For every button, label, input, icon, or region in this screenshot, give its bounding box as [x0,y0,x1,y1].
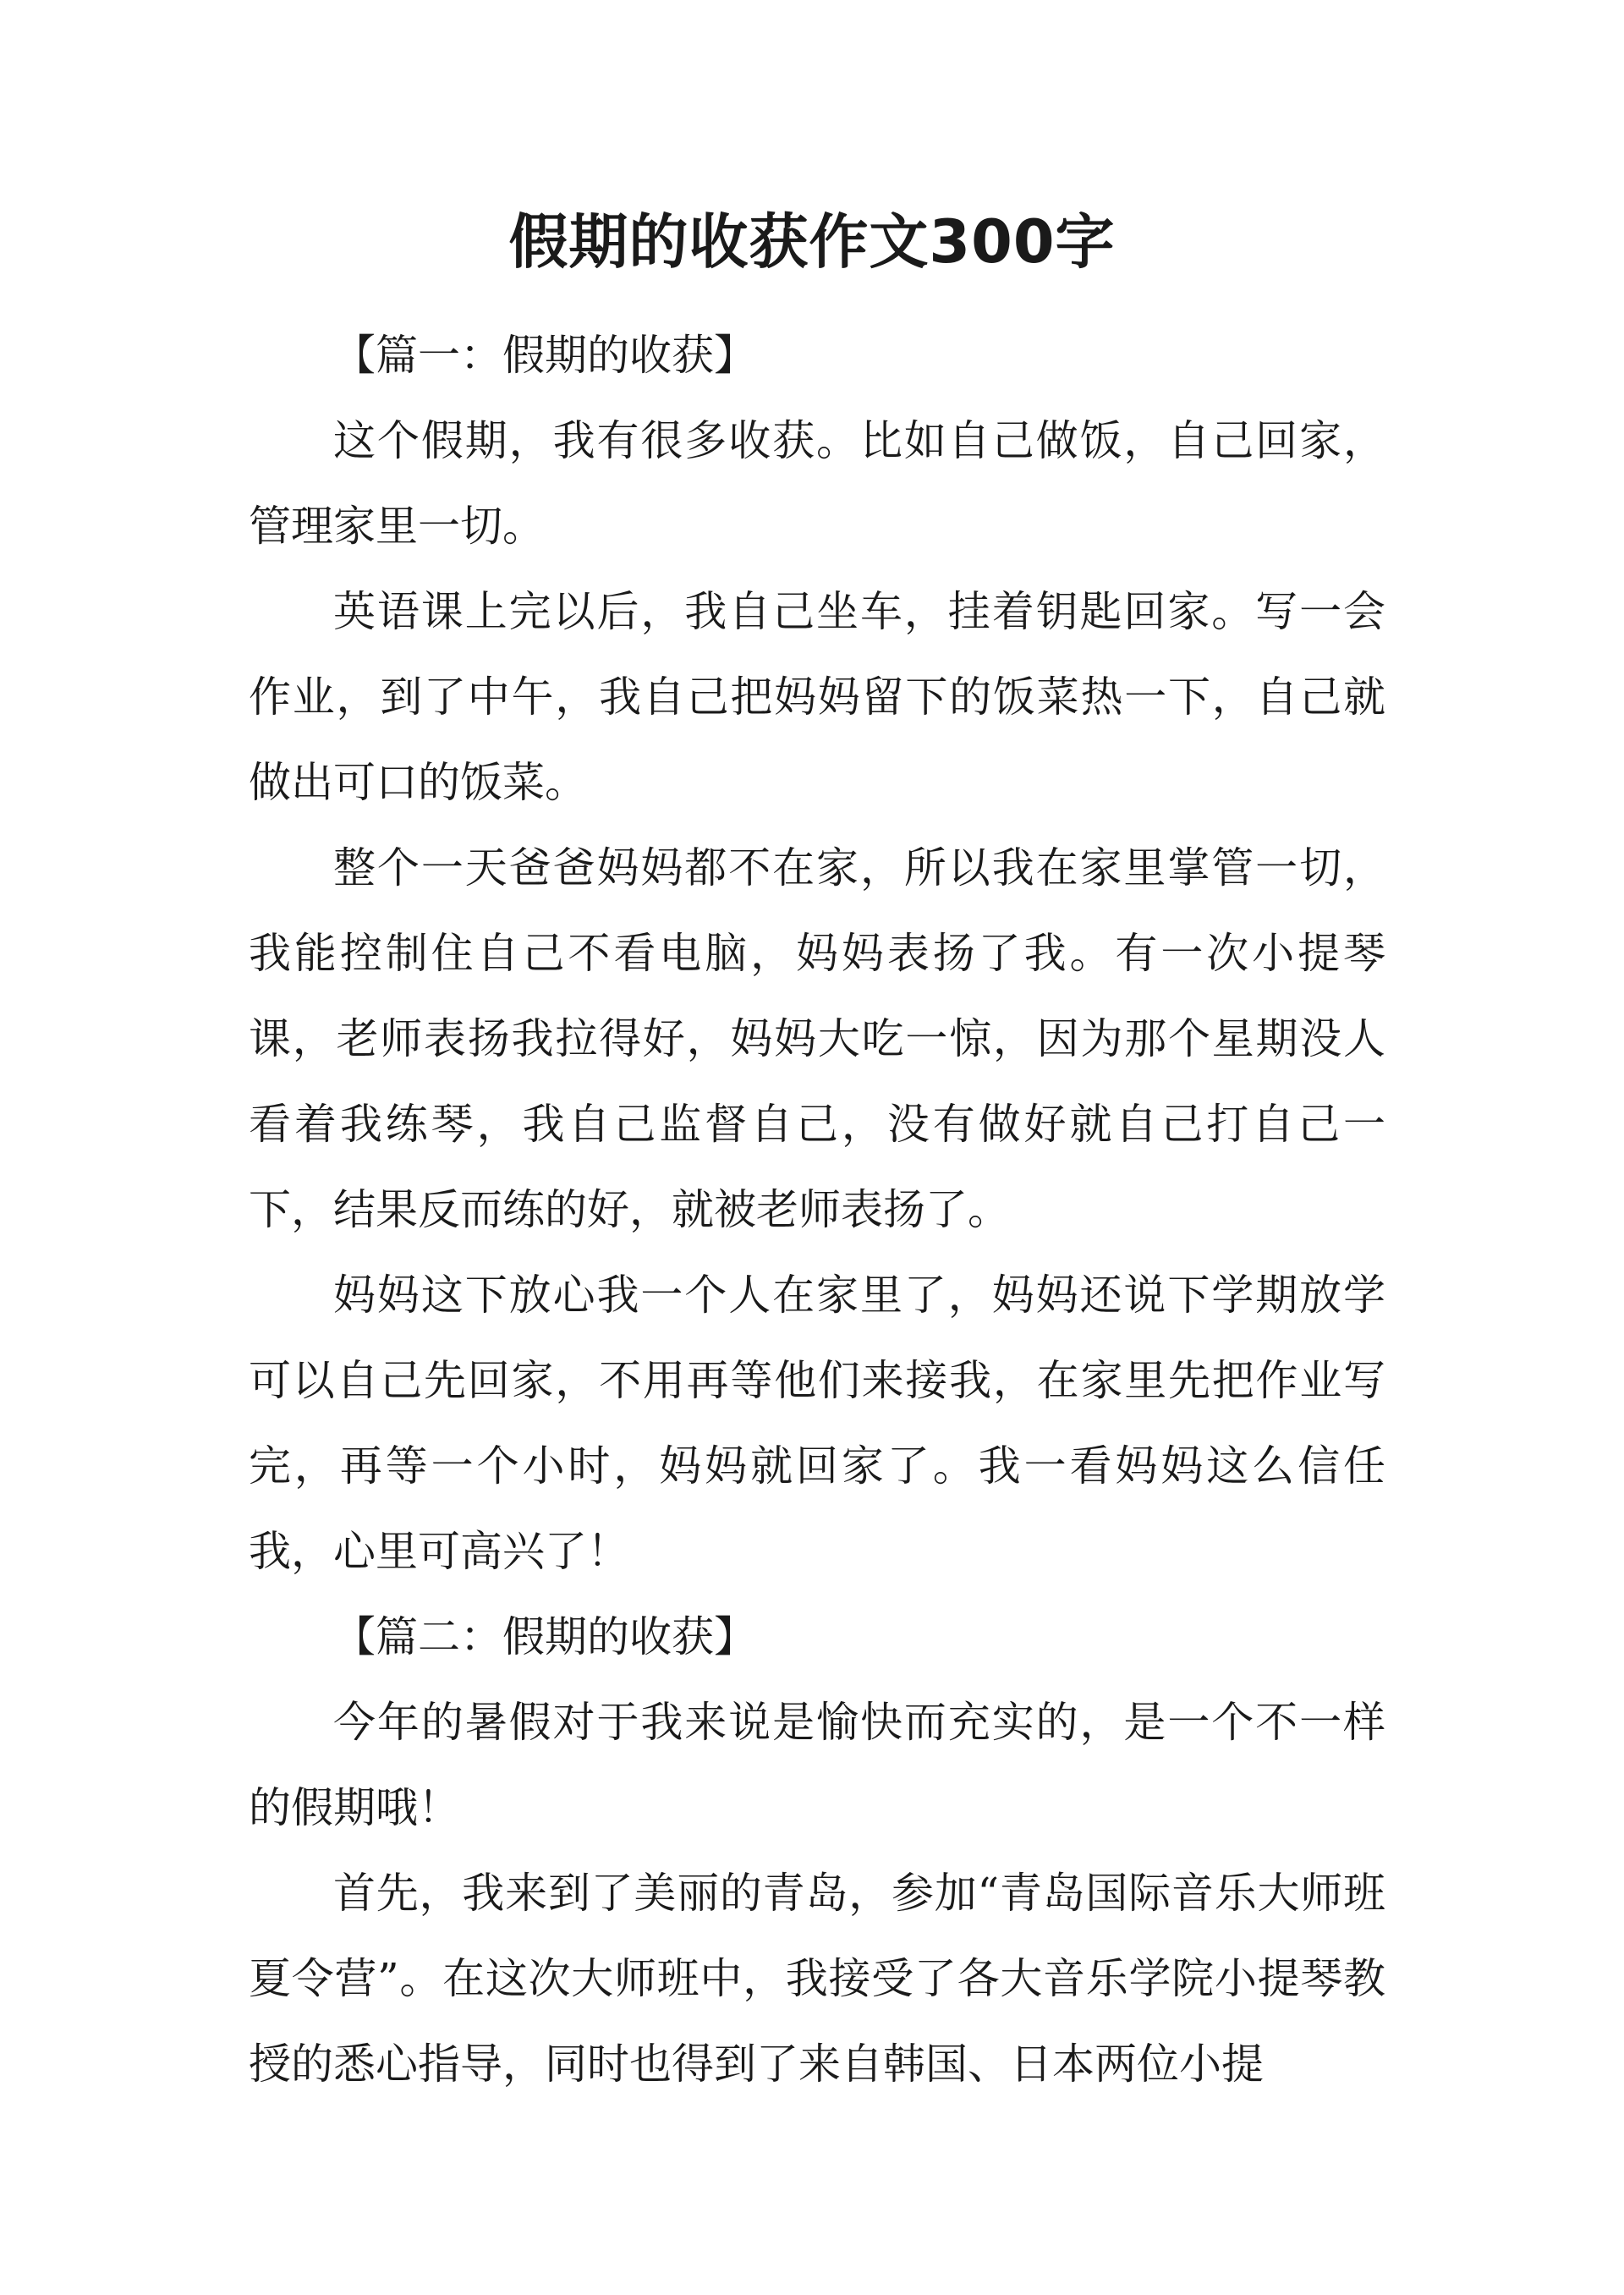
paragraph: 这个假期，我有很多收获。比如自己做饭，自己回家，管理家里一切。 [249,416,1385,551]
paragraph: 今年的暑假对于我来说是愉快而充实的，是一个不一样的假期哦！ [249,1698,1385,1832]
paragraph: 首先，我来到了美丽的青岛，参加“青岛国际音乐大师班夏令营”。在这次大师班中，我接受了各大音乐学院小提琴教授的悉心指导，同时也得到了来自韩国、日本两位小提 [249,1869,1385,2089]
section-heading-1: 【篇一：假期的收获】 [333,331,756,380]
paragraph: 妈妈这下放心我一个人在家里了，妈妈还说下学期放学可以自己先回家，不用再等他们来接我，在家里先把作业写完，再等一个小时，妈妈就回家了。我一看妈妈这么信任我，心里可高兴了！ [249,1271,1385,1576]
document-title: 假期的收获作文300字 [508,207,1116,277]
paragraph: 英语课上完以后，我自己坐车，挂着钥匙回家。写一会作业，到了中午，我自己把妈妈留下的饭菜热一下，自己就做出可口的饭菜。 [249,587,1385,807]
section-heading-2: 【篇二：假期的收获】 [333,1612,756,1661]
paragraph: 整个一天爸爸妈妈都不在家，所以我在家里掌管一切，我能控制住自己不看电脑，妈妈表扬了我。有一次小提琴课，老师表扬我拉得好，妈妈大吃一惊，因为那个星期没人看着我练琴，我自己监督自己，没有做好就自己打自己一下，结果反而练的好，就被老师表扬了。 [249,843,1385,1234]
document-body [249,313,1385,2107]
